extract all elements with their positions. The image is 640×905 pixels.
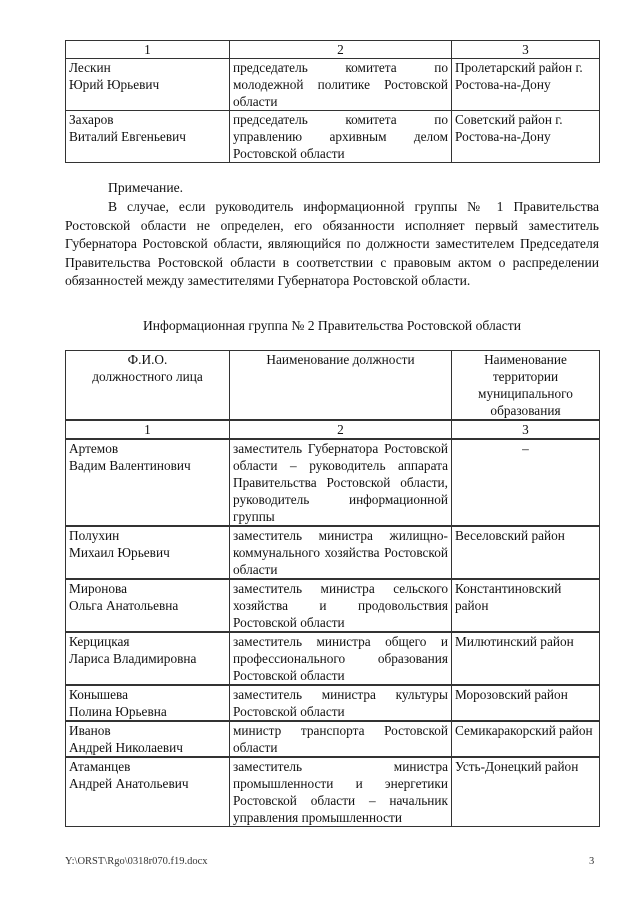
person-name [66,526,230,579]
given-names: Лариса Владимировна [69,651,197,666]
table-header [66,351,600,421]
note-paragraph [65,198,599,291]
table-row [66,439,600,526]
table-group2 [65,350,600,827]
person-name [66,721,230,757]
territory-cell: Усть-Донецкий район [452,757,600,827]
person-name [66,59,230,111]
position-cell: заместитель министра промышленности и энергетики Ростовской области – начальник управления промышленности [230,757,452,827]
col-number-1: 1 [66,41,230,59]
table-group1-continuation [65,40,600,163]
column-header-territory: Наименование территории муниципального образования [452,351,600,421]
position-cell: председатель комитета по управлению архивным делом Ростовской области [230,111,452,163]
position-cell: заместитель министра жилищно-коммунального хозяйства Ростовской области [230,526,452,579]
person-name [66,579,230,632]
person-name [66,439,230,526]
table-header-numbers [66,420,600,439]
territory-cell: Пролетарский район г. Ростова-на-Дону [452,59,600,111]
page-number: 3 [589,856,595,867]
group2-heading: Информационная группа № 2 Правительства Ростовской области [142,318,522,333]
surname: Лескин [69,60,111,75]
given-names: Полина Юрьевна [69,704,167,719]
given-names: Ольга Анатольевна [69,598,179,613]
note-title: Примечание. [108,180,184,195]
person-name [66,757,230,827]
position-cell: заместитель министра общего и профессионального образования Ростовской области [230,632,452,685]
given-names: Михаил Юрьевич [69,545,170,560]
col-number-2: 2 [230,41,452,59]
note-text: В случае, если руководитель информационной группы № 1 Правительства Ростовской области не определен, его обязанности исполняет первый заместитель Губернатора Ростовской области, являющийся по должности заместителем Председателя Правительства Ростовской области в соответствии с правовым актом о распределении обязанностей между заместителями Губернатора Ростовской области. [65,199,599,289]
col-number-2: 2 [230,420,452,439]
territory-cell: Семикаракорский район [452,721,600,757]
territory-cell: Милютинский район [452,632,600,685]
column-header-name: Ф.И.О. должностного лица [66,351,230,421]
table-row [66,632,600,685]
surname: Конышева [69,687,129,702]
territory-cell: Морозовский район [452,685,600,721]
table-row [66,526,600,579]
position-cell: заместитель министра культуры Ростовской области [230,685,452,721]
surname: Иванов [69,723,111,738]
table-row [66,685,600,721]
territory-cell: – [452,439,600,526]
col-number-3: 3 [452,420,600,439]
person-name [66,111,230,163]
table-row [66,579,600,632]
column-header-position: Наименование должности [230,351,452,421]
territory-cell: Константиновский район [452,579,600,632]
surname: Керцицкая [69,634,130,649]
position-cell: заместитель министра сельского хозяйства и продовольствия Ростовской области [230,579,452,632]
surname: Полухин [69,528,120,543]
surname: Захаров [69,112,114,127]
table-row [66,757,600,827]
territory-cell: Советский район г. Ростова-на-Дону [452,111,600,163]
surname: Миронова [69,581,128,596]
table-row [66,59,600,111]
position-cell: заместитель Губернатора Ростовской области – руководитель аппарата Правительства Ростовской области, руководитель информационной группы [230,439,452,526]
given-names: Вадим Валентинович [69,458,191,473]
table-row [66,721,600,757]
surname: Атаманцев [69,759,131,774]
footer-file-path: Y:\ORST\Rgo\0318r070.f19.docx [65,856,208,867]
territory-cell: Веселовский район [452,526,600,579]
surname: Артемов [69,441,119,456]
person-name [66,685,230,721]
position-cell: министр транспорта Ростовской области [230,721,452,757]
col-number-3: 3 [452,41,600,59]
position-cell: председатель комитета по молодежной политике Ростовской области [230,59,452,111]
given-names: Андрей Николаевич [69,740,183,755]
given-names: Юрий Юрьевич [69,77,160,92]
given-names: Андрей Анатольевич [69,776,189,791]
col-number-1: 1 [66,420,230,439]
table-row [66,111,600,163]
given-names: Виталий Евгеньевич [69,129,186,144]
person-name [66,632,230,685]
table-header-numbers [66,41,600,59]
